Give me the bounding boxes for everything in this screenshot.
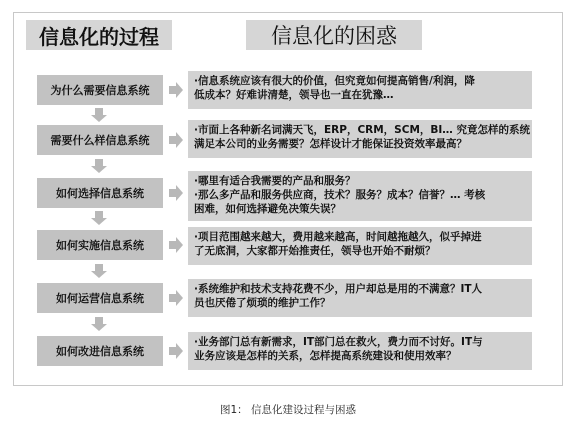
confusion-line: 员也厌倦了烦琐的维护工作？: [194, 297, 331, 309]
confusion-how-implement: [188, 227, 532, 265]
confusion-how-improve: [188, 332, 532, 370]
confusion-how-select: [188, 171, 532, 221]
down-arrow-icon: [91, 264, 107, 278]
right-arrow-icon: [169, 343, 183, 359]
confusion-line: 满足本公司的业务需要？怎样设计才能保证投资效率最高？: [194, 138, 467, 150]
stage-how-select: 如何选择信息系统: [37, 178, 163, 208]
right-arrow-icon: [169, 237, 183, 253]
process-header: 信息化的过程: [26, 20, 172, 50]
confusion-how-operate: [188, 279, 532, 317]
down-arrow-icon: [91, 108, 107, 122]
stage-why-need: 为什么需要信息系统: [37, 75, 163, 105]
confusion-line: ·哪里有适合我需要的产品和服务？: [194, 175, 356, 187]
diagram-frame: [13, 12, 563, 386]
down-arrow-icon: [91, 211, 107, 225]
down-arrow-icon: [91, 159, 107, 173]
confusion-line: ·市面上各种新名词满天飞，ERP，CRM，SCM，BI… 究竟怎样的系统: [194, 124, 530, 136]
stage-how-implement: 如何实施信息系统: [37, 230, 163, 260]
right-arrow-icon: [169, 82, 183, 98]
confusion-line: 低成本？好难讲清楚，领导也一直在犹豫…: [194, 89, 394, 101]
stage-what-kind: 需要什么样信息系统: [37, 125, 163, 155]
confusion-line: ·信息系统应该有很大的价值，但究竟如何提高销售/利润，降: [194, 75, 475, 87]
right-arrow-icon: [169, 290, 183, 306]
confusion-line: ·项目范围越来越大，费用越来越高，时间越拖越久，似乎掉进: [194, 231, 482, 243]
figure-caption: 图1： 信息化建设过程与困惑: [219, 404, 357, 416]
stage-how-operate: 如何运营信息系统: [37, 283, 163, 313]
confusion-line: 业务应该是怎样的关系，怎样提高系统建设和使用效率？: [194, 350, 457, 362]
right-arrow-icon: [169, 185, 183, 201]
confusion-line: ·系统维护和技术支持花费不少，用户却总是用的不满意？IT人: [194, 283, 483, 295]
down-arrow-icon: [91, 317, 107, 331]
confusion-why-need: [188, 71, 532, 109]
confusion-line: 了无底洞，大家都开始推责任，领导也开始不耐烦？: [194, 245, 436, 257]
confusion-line: 困难，如何选择避免决策失误？: [194, 203, 341, 215]
confusion-header: 信息化的困惑: [246, 20, 422, 50]
confusion-line: ·业务部门总有新需求，IT部门总在救火，费力而不讨好。IT与: [194, 336, 483, 348]
confusion-what-kind: [188, 120, 532, 158]
stage-how-improve: 如何改进信息系统: [37, 336, 163, 366]
right-arrow-icon: [169, 132, 183, 148]
confusion-line: ·那么多产品和服务供应商，技术？服务？成本？信誉？… 考核: [194, 189, 486, 201]
